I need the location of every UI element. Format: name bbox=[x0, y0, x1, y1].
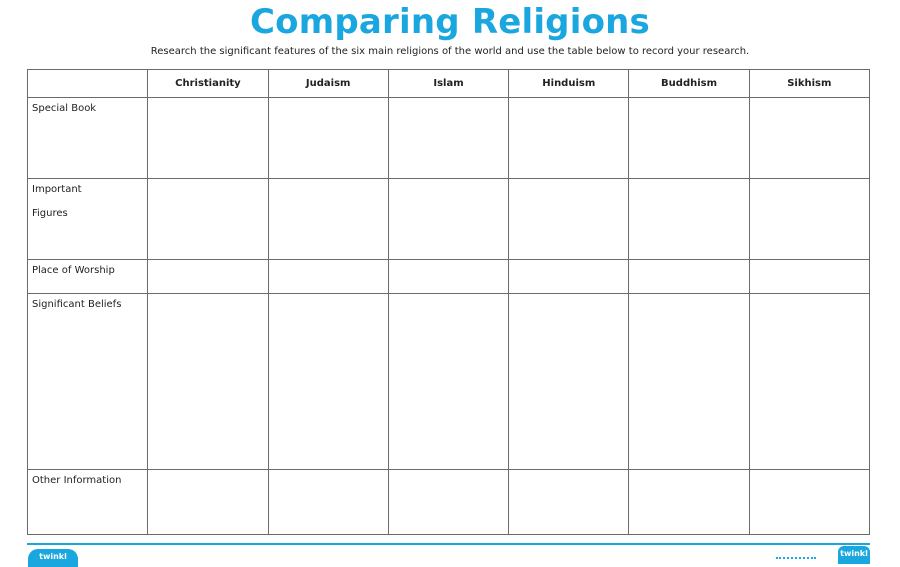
header-corner-cell bbox=[28, 70, 148, 98]
row-label-text: Other Information bbox=[32, 475, 122, 486]
row-label-text: Important bbox=[32, 184, 82, 195]
comparison-table bbox=[27, 69, 870, 535]
answer-cell[interactable] bbox=[268, 179, 388, 260]
column-header-sikhism: Sikhism bbox=[749, 70, 869, 98]
answer-cell[interactable] bbox=[749, 98, 869, 179]
row-label-special-book bbox=[28, 98, 148, 179]
logo-text: twinkl bbox=[39, 552, 67, 561]
answer-cell[interactable] bbox=[148, 179, 268, 260]
answer-cell[interactable] bbox=[629, 294, 749, 470]
answer-cell[interactable] bbox=[268, 470, 388, 535]
twinkl-logo-right bbox=[838, 546, 870, 564]
page-subtitle: Research the significant features of the six main religions of the world and use the table below to record your research. bbox=[150, 46, 750, 57]
answer-cell[interactable] bbox=[749, 179, 869, 260]
answer-cell[interactable] bbox=[629, 470, 749, 535]
footer-divider bbox=[27, 543, 870, 545]
answer-cell[interactable] bbox=[148, 260, 268, 294]
answer-cell[interactable] bbox=[388, 294, 508, 470]
answer-cell[interactable] bbox=[148, 98, 268, 179]
answer-cell[interactable] bbox=[629, 179, 749, 260]
row-label-important-figures bbox=[28, 179, 148, 260]
answer-cell[interactable] bbox=[268, 98, 388, 179]
answer-cell[interactable] bbox=[388, 470, 508, 535]
answer-cell[interactable] bbox=[629, 98, 749, 179]
table-row bbox=[28, 260, 870, 294]
column-header-christianity: Christianity bbox=[148, 70, 268, 98]
logo-text: twinkl bbox=[840, 549, 868, 558]
column-header-buddhism: Buddhism bbox=[629, 70, 749, 98]
column-header-islam: Islam bbox=[388, 70, 508, 98]
answer-cell[interactable] bbox=[388, 179, 508, 260]
answer-cell[interactable] bbox=[509, 179, 629, 260]
answer-cell[interactable] bbox=[148, 470, 268, 535]
row-label-text: Significant Beliefs bbox=[32, 299, 122, 310]
answer-cell[interactable] bbox=[749, 470, 869, 535]
answer-cell[interactable] bbox=[629, 260, 749, 294]
column-header-judaism: Judaism bbox=[268, 70, 388, 98]
row-label-text: Figures bbox=[32, 208, 68, 219]
table-row bbox=[28, 98, 870, 179]
row-label-text: Place of Worship bbox=[32, 265, 115, 276]
answer-cell[interactable] bbox=[509, 98, 629, 179]
answer-cell[interactable] bbox=[148, 294, 268, 470]
answer-cell[interactable] bbox=[388, 98, 508, 179]
column-header-hinduism: Hinduism bbox=[509, 70, 629, 98]
table-row bbox=[28, 294, 870, 470]
footer-url-dots bbox=[776, 557, 816, 561]
answer-cell[interactable] bbox=[509, 470, 629, 535]
row-label-place-of-worship bbox=[28, 260, 148, 294]
answer-cell[interactable] bbox=[268, 260, 388, 294]
table-header-row bbox=[28, 70, 870, 98]
table-row bbox=[28, 179, 870, 260]
table-row bbox=[28, 470, 870, 535]
row-label-significant-beliefs bbox=[28, 294, 148, 470]
answer-cell[interactable] bbox=[509, 260, 629, 294]
row-label-other-information bbox=[28, 470, 148, 535]
answer-cell[interactable] bbox=[268, 294, 388, 470]
answer-cell[interactable] bbox=[509, 294, 629, 470]
twinkl-logo-left bbox=[28, 549, 78, 567]
answer-cell[interactable] bbox=[749, 294, 869, 470]
row-label-text: Special Book bbox=[32, 103, 97, 114]
answer-cell[interactable] bbox=[388, 260, 508, 294]
answer-cell[interactable] bbox=[749, 260, 869, 294]
page-title: Comparing Religions bbox=[250, 2, 650, 42]
